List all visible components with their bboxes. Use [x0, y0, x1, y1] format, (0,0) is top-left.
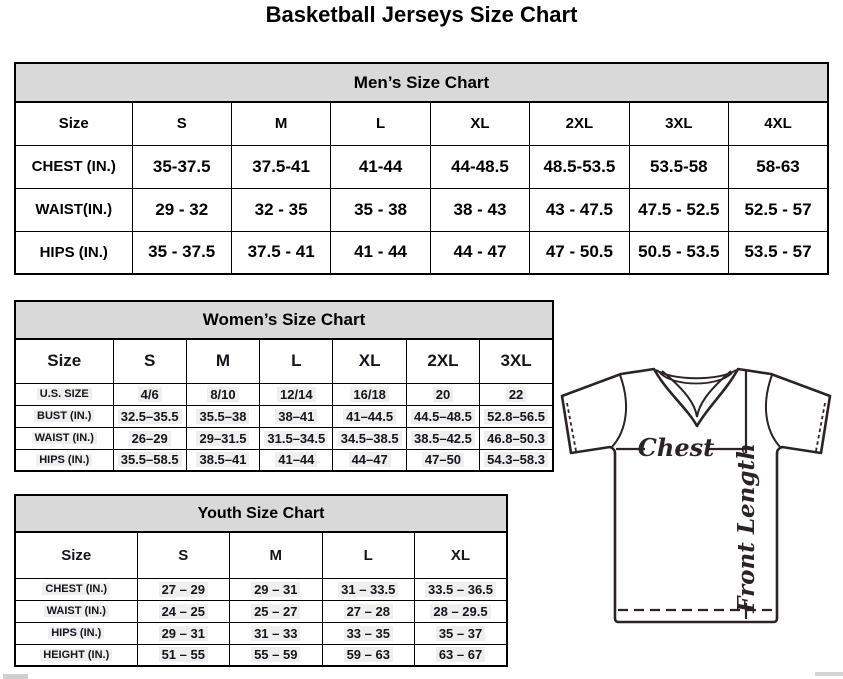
- size-column-header: 2XL: [406, 339, 479, 383]
- size-column-header: 3XL: [480, 339, 553, 383]
- womens-chart-header: Women’s Size Chart: [14, 300, 554, 340]
- row-label: U.S. SIZE: [15, 383, 113, 405]
- table-cell: 27 – 29: [137, 578, 230, 600]
- row-label: HEIGHT (IN.): [15, 644, 137, 666]
- table-cell: 38.5–42.5: [406, 427, 479, 449]
- row-label: WAIST (IN.): [15, 427, 113, 449]
- mens-size-chart: [14, 62, 829, 275]
- womens-size-chart: [14, 300, 554, 472]
- size-column-header: XL: [333, 339, 406, 383]
- youth-size-chart: [14, 494, 508, 667]
- row-label: BUST (IN.): [15, 405, 113, 427]
- table-row: [15, 449, 553, 471]
- table-cell: 44.5–48.5: [406, 405, 479, 427]
- row-label: HIPS (IN.): [15, 622, 137, 644]
- table-cell: 51 – 55: [137, 644, 230, 666]
- table-cell: 33 – 35: [322, 622, 415, 644]
- youth-table: [14, 531, 508, 667]
- table-cell: 47–50: [406, 449, 479, 471]
- scrollbar-fragment-left: [3, 674, 28, 679]
- table-cell: 35.5–38: [186, 405, 259, 427]
- size-column-header: S: [137, 532, 230, 578]
- table-cell: 24 – 25: [137, 600, 230, 622]
- mens-chart-header: Men’s Size Chart: [14, 62, 829, 103]
- size-column-header: L: [322, 532, 415, 578]
- size-column-header: S: [113, 339, 186, 383]
- table-cell: 53.5 - 57: [729, 231, 828, 274]
- size-column-header: XL: [415, 532, 508, 578]
- table-cell: 28 – 29.5: [415, 600, 508, 622]
- table-row: [15, 600, 507, 622]
- table-cell: 43 - 47.5: [530, 188, 629, 231]
- table-cell: 31.5–34.5: [260, 427, 333, 449]
- table-row: [15, 622, 507, 644]
- table-cell: 53.5-58: [629, 145, 728, 188]
- size-header-label: Size: [15, 532, 137, 578]
- table-cell: 54.3–58.3: [480, 449, 553, 471]
- table-row: [15, 145, 828, 188]
- table-cell: 37.5 - 41: [231, 231, 330, 274]
- table-cell: 31 – 33.5: [322, 578, 415, 600]
- row-label: HIPS (IN.): [15, 231, 132, 274]
- row-label: CHEST (IN.): [15, 578, 137, 600]
- size-column-header: M: [230, 532, 323, 578]
- table-cell: 50.5 - 53.5: [629, 231, 728, 274]
- size-header-label: Size: [15, 102, 132, 145]
- table-cell: 47 - 50.5: [530, 231, 629, 274]
- jersey-measurement-diagram: [550, 360, 842, 672]
- table-cell: 41 - 44: [331, 231, 430, 274]
- table-cell: 33.5 – 36.5: [415, 578, 508, 600]
- table-cell: 48.5-53.5: [530, 145, 629, 188]
- table-cell: 34.5–38.5: [333, 427, 406, 449]
- table-cell: 32.5–35.5: [113, 405, 186, 427]
- row-label: WAIST(IN.): [15, 188, 132, 231]
- chest-label: Chest: [637, 433, 715, 462]
- size-header-label: Size: [15, 339, 113, 383]
- size-header-row: [15, 339, 553, 383]
- table-cell: 12/14: [260, 383, 333, 405]
- table-cell: 35 – 37: [415, 622, 508, 644]
- size-column-header: L: [260, 339, 333, 383]
- size-column-header: 2XL: [530, 102, 629, 145]
- table-cell: 44–47: [333, 449, 406, 471]
- table-cell: 47.5 - 52.5: [629, 188, 728, 231]
- womens-table: [14, 338, 554, 472]
- table-row: [15, 405, 553, 427]
- table-cell: 35 - 38: [331, 188, 430, 231]
- table-cell: 25 – 27: [230, 600, 323, 622]
- table-cell: 52.8–56.5: [480, 405, 553, 427]
- table-cell: 44-48.5: [430, 145, 529, 188]
- table-cell: 27 – 28: [322, 600, 415, 622]
- size-column-header: XL: [430, 102, 529, 145]
- table-cell: 41–44.5: [333, 405, 406, 427]
- table-cell: 35.5–58.5: [113, 449, 186, 471]
- youth-chart-header: Youth Size Chart: [14, 494, 508, 533]
- size-header-row: [15, 532, 507, 578]
- table-cell: 41-44: [331, 145, 430, 188]
- size-column-header: S: [132, 102, 231, 145]
- table-cell: 41–44: [260, 449, 333, 471]
- table-row: [15, 188, 828, 231]
- table-cell: 31 – 33: [230, 622, 323, 644]
- table-cell: 35-37.5: [132, 145, 231, 188]
- table-cell: 29–31.5: [186, 427, 259, 449]
- table-row: [15, 231, 828, 274]
- row-label: WAIST (IN.): [15, 600, 137, 622]
- size-header-row: [15, 102, 828, 145]
- table-row: [15, 644, 507, 666]
- mens-table: [14, 101, 829, 275]
- table-cell: 38.5–41: [186, 449, 259, 471]
- page-title: Basketball Jerseys Size Chart: [265, 2, 578, 27]
- size-column-header: M: [231, 102, 330, 145]
- table-cell: 26–29: [113, 427, 186, 449]
- table-cell: 44 - 47: [430, 231, 529, 274]
- size-column-header: L: [331, 102, 430, 145]
- table-cell: 59 – 63: [322, 644, 415, 666]
- size-column-header: M: [186, 339, 259, 383]
- table-cell: 16/18: [333, 383, 406, 405]
- table-cell: 35 - 37.5: [132, 231, 231, 274]
- table-cell: 55 – 59: [230, 644, 323, 666]
- jersey-outline-shape: [562, 369, 830, 622]
- table-cell: 8/10: [186, 383, 259, 405]
- table-cell: 32 - 35: [231, 188, 330, 231]
- front-length-label: Front Length: [733, 443, 760, 613]
- table-row: [15, 427, 553, 449]
- table-cell: 63 – 67: [415, 644, 508, 666]
- table-cell: 20: [406, 383, 479, 405]
- table-cell: 58-63: [729, 145, 828, 188]
- size-column-header: 4XL: [729, 102, 828, 145]
- table-cell: 29 - 32: [132, 188, 231, 231]
- table-cell: 38–41: [260, 405, 333, 427]
- table-cell: 29 – 31: [137, 622, 230, 644]
- table-cell: 46.8–50.3: [480, 427, 553, 449]
- table-cell: 4/6: [113, 383, 186, 405]
- table-cell: 29 – 31: [230, 578, 323, 600]
- row-label: HIPS (IN.): [15, 449, 113, 471]
- size-column-header: 3XL: [629, 102, 728, 145]
- row-label: CHEST (IN.): [15, 145, 132, 188]
- table-cell: 22: [480, 383, 553, 405]
- table-cell: 38 - 43: [430, 188, 529, 231]
- scrollbar-fragment-right: [815, 672, 843, 676]
- table-cell: 52.5 - 57: [729, 188, 828, 231]
- table-cell: 37.5-41: [231, 145, 330, 188]
- table-row: [15, 383, 553, 405]
- table-row: [15, 578, 507, 600]
